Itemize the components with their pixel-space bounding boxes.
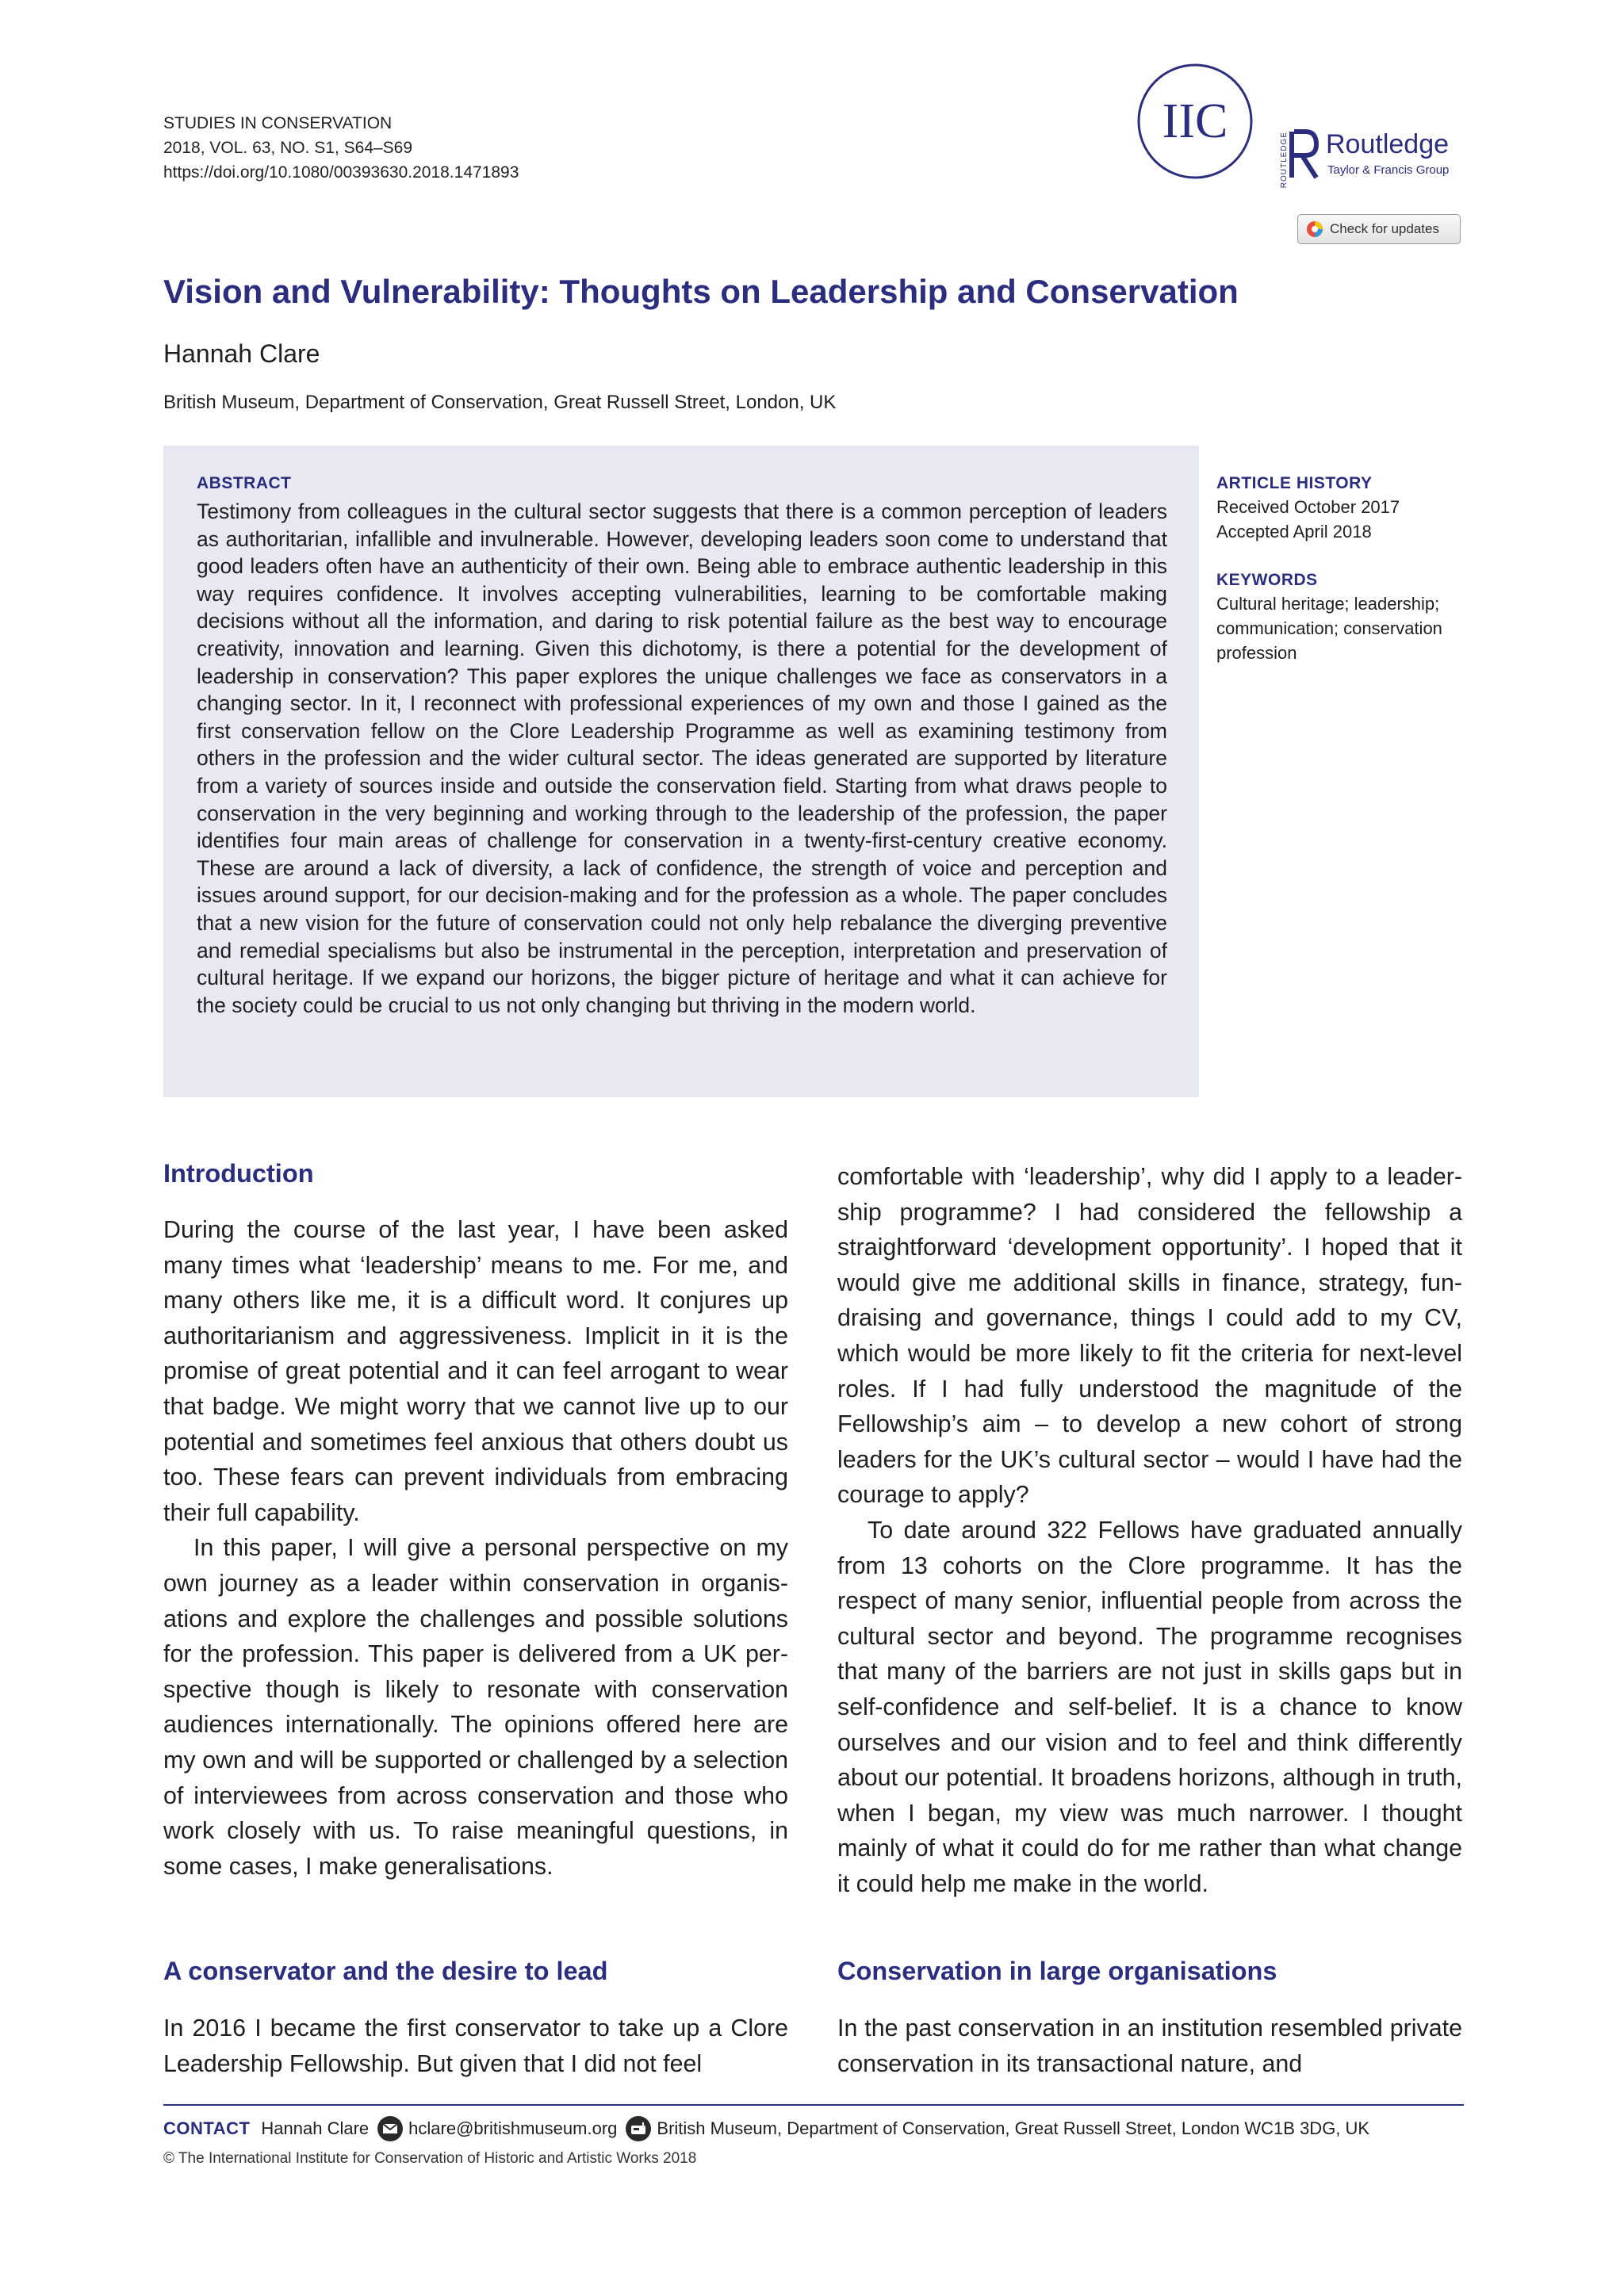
routledge-logo [1278, 127, 1469, 182]
journal-name: STUDIES IN CONSERVATION [163, 114, 393, 132]
email-icon [377, 2115, 404, 2142]
paragraph: comfortable with ‘leadership’, why did I apply to a leadership programme? I had considered the fellowship a straightforward ‘development opportunity’. I hoped that it would give me additional skills in finance, strategy, fundraising and governance, things I could add to my CV, which would be more likely to fit the criteria for next-level roles. If I had fully understood the magnitude of the Fellowship’s aim – to develop a new cohort of strong leaders for the UK’s cultural sector – would I have had the courage to apply? [837, 1163, 1462, 1509]
introduction-body [163, 1212, 788, 1884]
doi-link[interactable]: https://doi.org/10.1080/00393630.2018.1471893 [163, 163, 519, 182]
copyright-notice: © The International Institute for Conservation of Historic and Artistic Works 2018 [163, 2150, 697, 2167]
author-name: Hannah Clare [163, 339, 320, 368]
contact-address: British Museum, Department of Conservation, Great Russell Street, London WC1B 3DG, UK [657, 2118, 1370, 2138]
iic-logo [1136, 62, 1254, 181]
abstract-text: Testimony from colleagues in the cultural sector suggests that there is a common perception of leaders as authoritarian, infallible and invulnerable. However, developing leaders soon come to understand that good leaders often have an authenticity of their own. Being able to embrace authentic leadership in this way requires confidence. It involves accepting vulnerabilities, learning to be comfortable making decisions without all the information, and daring to risk potential failure as the best way to encourage creativity, innovation and learning. Given this dichotomy, is there a potential for the development of leadership in conservation? This paper explores the unique challenges we face as conservators in a changing sector. In it, I reconnect with professional experiences of my own and those I gained as the first conservation fellow on the Clore Leadership Programme as well as examining testimony from others in the profession and the wider cultural sector. The ideas generated are supported by literature from a variety of sources inside and outside the conservation field. Starting from what draws people to conservation in the very beginning and working through to the leadership of the profession, the paper identifies four main areas of challenge for conservation in a twenty-first-century creative economy. These are around a lack of diversity, a lack of confidence, the strength of voice and perception and issues around support, for our decision-making and for the profession as a whole. The paper concludes that a new vision for the future of conservation could not only help rebalance the diverging preventive and remedial specialisms but also be instrumental in the perception, interpretation and preservation of cultural heritage. If we expand our horizons, the bigger picture of heritage and what it can achieve for the society could be crucial to us not only changing but thriving in the modern world. [197, 499, 1167, 1017]
contact-name: Hannah Clare [261, 2118, 370, 2138]
contact-line [163, 2115, 1369, 2142]
contact-email-link[interactable]: hclare@britishmuseum.org [408, 2118, 618, 2138]
paragraph: In this paper, I will give a personal perspective on my own journey as a leader within conservation in organisations and explore the challenges and possible solutions for the profession. This paper is delivered from a UK perspective though is likely to resonate with conservation audiences internationally. The opinions offered here are my own and will be supported or challenged by a selection of interviewees from across conservation and those who work closely with us. To raise meaningful questions, in some cases, I make generalisations. [163, 1534, 788, 1880]
paragraph: To date around 322 Fellows have graduated annually from 13 cohorts on the Clore programme. It has the respect of many senior, influential people from across the cultural sector and beyond. The programme recognises that many of the barriers are not just in skills gaps but in self-confidence and self-belief. It is a chance to know ourselves and our vision and to feel and think differently about our potential. It broadens horizons, although in truth, when I began, my view was much narrower. I thought mainly of what it could do for me rather than what change it could help me make in the world. [837, 1516, 1462, 1897]
contact-label: CONTACT [163, 2118, 251, 2138]
section-heading-desire-to-lead: A conservator and the desire to lead [163, 1957, 608, 1985]
paragraph: In 2016 I became the first conservator to take up a Clore Leadership Fellowship. But given that I did not feel [163, 2015, 788, 2077]
author-affiliation: British Museum, Department of Conservation, Great Russell Street, London, UK [163, 392, 837, 413]
article-title: Vision and Vulnerability: Thoughts on Leadership and Conservation [163, 273, 1239, 310]
abstract-heading: ABSTRACT [197, 474, 292, 492]
paragraph: In the past conservation in an institution resembled private conservation in its transactional nature, and [837, 2015, 1462, 2077]
mailbox-icon [625, 2115, 652, 2142]
publisher-vertical-text: ROUTLEDGE [1280, 132, 1289, 189]
journal-meta [163, 111, 519, 185]
accepted-date: Accepted April 2018 [1216, 522, 1372, 541]
iic-logo-text: IIC [1162, 94, 1228, 148]
publisher-name: Routledge [1326, 129, 1450, 159]
keywords-line: profession [1216, 643, 1297, 663]
publisher-group: Taylor & Francis Group [1327, 163, 1450, 177]
crossmark-icon [1306, 220, 1323, 238]
keywords-line: communication; conservation [1216, 618, 1442, 638]
paragraph: During the course of the last year, I have been asked many times what ‘leadership’ means to me. For me, and many others like me, it is a difficult word. It conjures up authoritarianism and aggressiveness. Implicit in it is the promise of great potential and it can feel arrogant to wear that badge. We might worry that we cannot live up to our potential and sometimes feel anxious that others doubt us too. These fears can prevent individuals from embracing their full capability. [163, 1216, 788, 1526]
right-column-body [837, 1159, 1462, 1901]
received-date: Received October 2017 [1216, 497, 1400, 517]
check-for-updates-label: Check for updates [1330, 221, 1439, 236]
section-heading-large-organisations: Conservation in large organisations [837, 1957, 1277, 1985]
large-organisations-body [837, 2011, 1462, 2081]
keywords-heading: KEYWORDS [1216, 571, 1318, 589]
desire-body [163, 2011, 788, 2081]
section-heading-introduction: Introduction [163, 1159, 314, 1188]
check-for-updates-button[interactable] [1297, 214, 1461, 244]
keywords-line: Cultural heritage; leadership; [1216, 594, 1440, 614]
article-history-heading: ARTICLE HISTORY [1216, 474, 1373, 492]
journal-volume: 2018, VOL. 63, NO. S1, S64–S69 [163, 139, 413, 157]
footer-divider [163, 2104, 1464, 2106]
